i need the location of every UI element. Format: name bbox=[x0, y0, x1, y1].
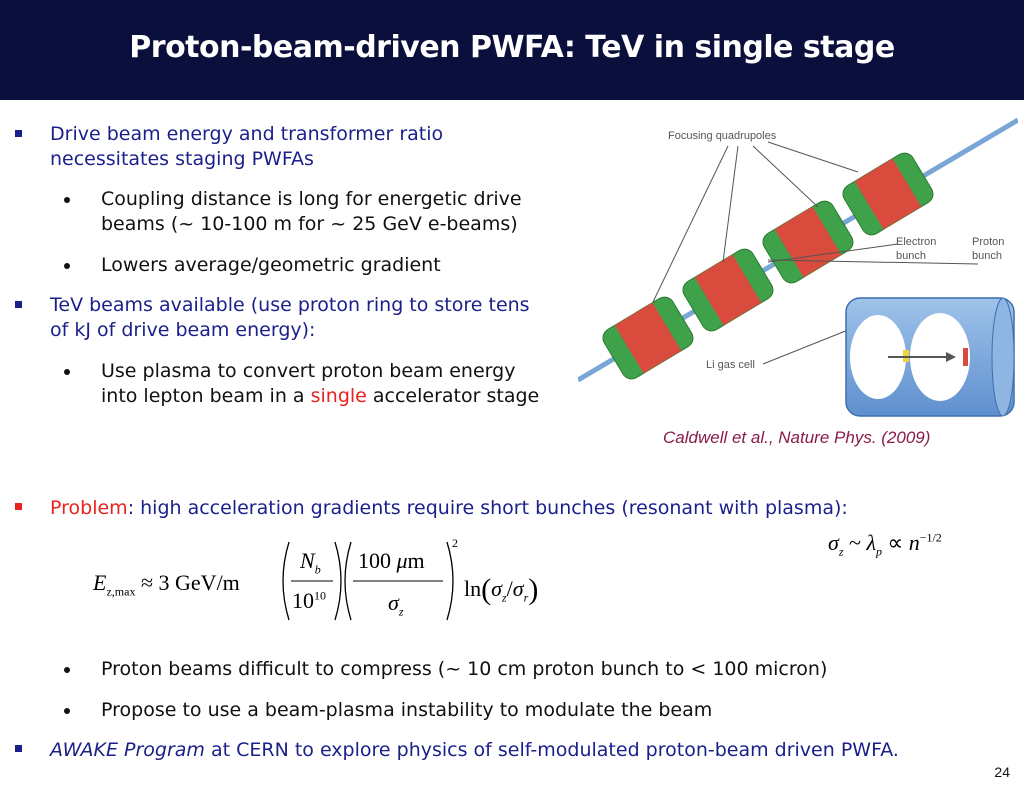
eq-ten-exp: 10 bbox=[314, 588, 326, 603]
label-electron-bunch-2: bunch bbox=[896, 250, 926, 262]
bullet-square bbox=[15, 130, 22, 137]
eq-E-sub: z,max bbox=[106, 584, 136, 599]
sigma-symbol: σ bbox=[828, 530, 839, 555]
lambda-symbol: λ bbox=[866, 530, 876, 555]
eq-hundred-microns bbox=[358, 548, 425, 574]
label-proton-bunch-1: Proton bbox=[972, 236, 1005, 248]
eq-hundred: 100 bbox=[358, 548, 397, 573]
eq-lhs bbox=[93, 570, 240, 599]
bullet-1b: Lowers average/geometric gradient bbox=[101, 254, 441, 276]
eq-arg-sigma2: σ bbox=[512, 576, 524, 601]
bullet-1-line-2: necessitates staging PWFAs bbox=[50, 148, 314, 170]
bullet-dot bbox=[64, 667, 70, 673]
plasma-cell-zoom bbox=[846, 298, 1014, 416]
sigma-lambda-relation bbox=[828, 530, 942, 559]
awake-program: AWAKE Program bbox=[50, 739, 205, 761]
eq-arg-sub2: r bbox=[523, 590, 529, 605]
slide-title: Proton-beam-driven PWFA: TeV in single stage bbox=[129, 30, 895, 65]
page-number: 24 bbox=[994, 764, 1010, 780]
proportional-symbol: ∝ bbox=[881, 530, 909, 555]
eq-N: N bbox=[300, 548, 315, 573]
eq-sigma: σ bbox=[388, 590, 399, 615]
eq-ln-text: ln bbox=[464, 576, 482, 601]
bullet-4-text: at CERN to explore physics of self-modulated proton-beam driven PWFA. bbox=[204, 739, 899, 761]
eq-square: 2 bbox=[452, 536, 458, 550]
eq-mu: μ bbox=[396, 548, 408, 573]
eq-m: m bbox=[407, 548, 425, 573]
sim-symbol: ~ bbox=[843, 530, 867, 555]
label-electron-bunch-1: Electron bbox=[896, 236, 937, 248]
bullet-3a: Proton beams difficult to compress (~ 10 cm proton bunch to < 100 micron) bbox=[101, 658, 828, 680]
bullet-1-line-1: Drive beam energy and transformer ratio bbox=[50, 123, 444, 145]
bullet-2a-line-1: Use plasma to convert proton beam energy bbox=[101, 360, 516, 382]
subscript-z: z bbox=[838, 544, 844, 559]
problem-label: Problem bbox=[50, 497, 128, 519]
plasma-cell-figure bbox=[578, 112, 1018, 422]
bullet-square bbox=[15, 301, 22, 308]
bullet-1a-line-1: Coupling distance is long for energetic drive bbox=[101, 188, 522, 210]
problem-text: high acceleration gradients require short bunches (resonant with plasma): bbox=[134, 497, 848, 519]
figure-citation: Caldwell et al., Nature Phys. (2009) bbox=[663, 428, 931, 447]
bullet-2-line-2: of kJ of drive beam energy): bbox=[50, 319, 316, 341]
label-li-gas-cell: Li gas cell bbox=[706, 359, 755, 371]
eq-slash: / bbox=[506, 576, 513, 601]
bullet-dot bbox=[64, 369, 70, 375]
eq-ln: $\ln(\sigma_z/\sigma_r)$ bbox=[464, 573, 539, 606]
bullet-2-line-1: TeV beams available (use proton ring to store tens bbox=[50, 294, 530, 316]
bullet-3b: Propose to use a beam-plasma instability to modulate the beam bbox=[101, 699, 713, 721]
bullet-dot bbox=[64, 708, 70, 714]
bullet-3 bbox=[50, 496, 848, 520]
bullet-dot bbox=[64, 263, 70, 269]
n-symbol: n bbox=[908, 530, 920, 555]
eq-ten-base: 10 bbox=[292, 588, 314, 613]
figure-illustration bbox=[578, 112, 1018, 422]
eq-arg-sub1: z bbox=[501, 590, 507, 605]
eq-arg-sigma1: σ bbox=[491, 576, 502, 601]
subscript-p: p bbox=[875, 544, 882, 559]
eq-Nb-sub: b bbox=[314, 562, 321, 577]
bullet-1a-line-2: beams (~ 10-100 m for ~ 25 GeV e-beams) bbox=[101, 213, 518, 235]
eq-sigma-z bbox=[388, 590, 404, 619]
eq-ten bbox=[292, 588, 326, 614]
eq-approx: ≈ 3 GeV/m bbox=[140, 570, 240, 595]
eq-Nb bbox=[300, 548, 321, 577]
eq-sigma-z-sub: z bbox=[398, 604, 404, 619]
problem-colon: : bbox=[127, 497, 135, 519]
label-focusing-quadrupoles: Focusing quadrupoles bbox=[668, 130, 777, 142]
bullet-4 bbox=[50, 738, 899, 762]
bullet-2a-pre: into lepton beam in a bbox=[101, 385, 311, 407]
eq-E: E bbox=[93, 570, 107, 595]
bullet-2a-post: accelerator stage bbox=[366, 385, 540, 407]
bullet-square-red bbox=[15, 503, 22, 510]
label-proton-bunch-2: bunch bbox=[972, 250, 1002, 262]
bullet-square bbox=[15, 745, 22, 752]
bullet-2a-line-2 bbox=[101, 384, 539, 408]
bullet-2a-emphasis: single bbox=[310, 385, 367, 407]
bullet-dot bbox=[64, 197, 70, 203]
exponent: −1/2 bbox=[919, 530, 942, 545]
